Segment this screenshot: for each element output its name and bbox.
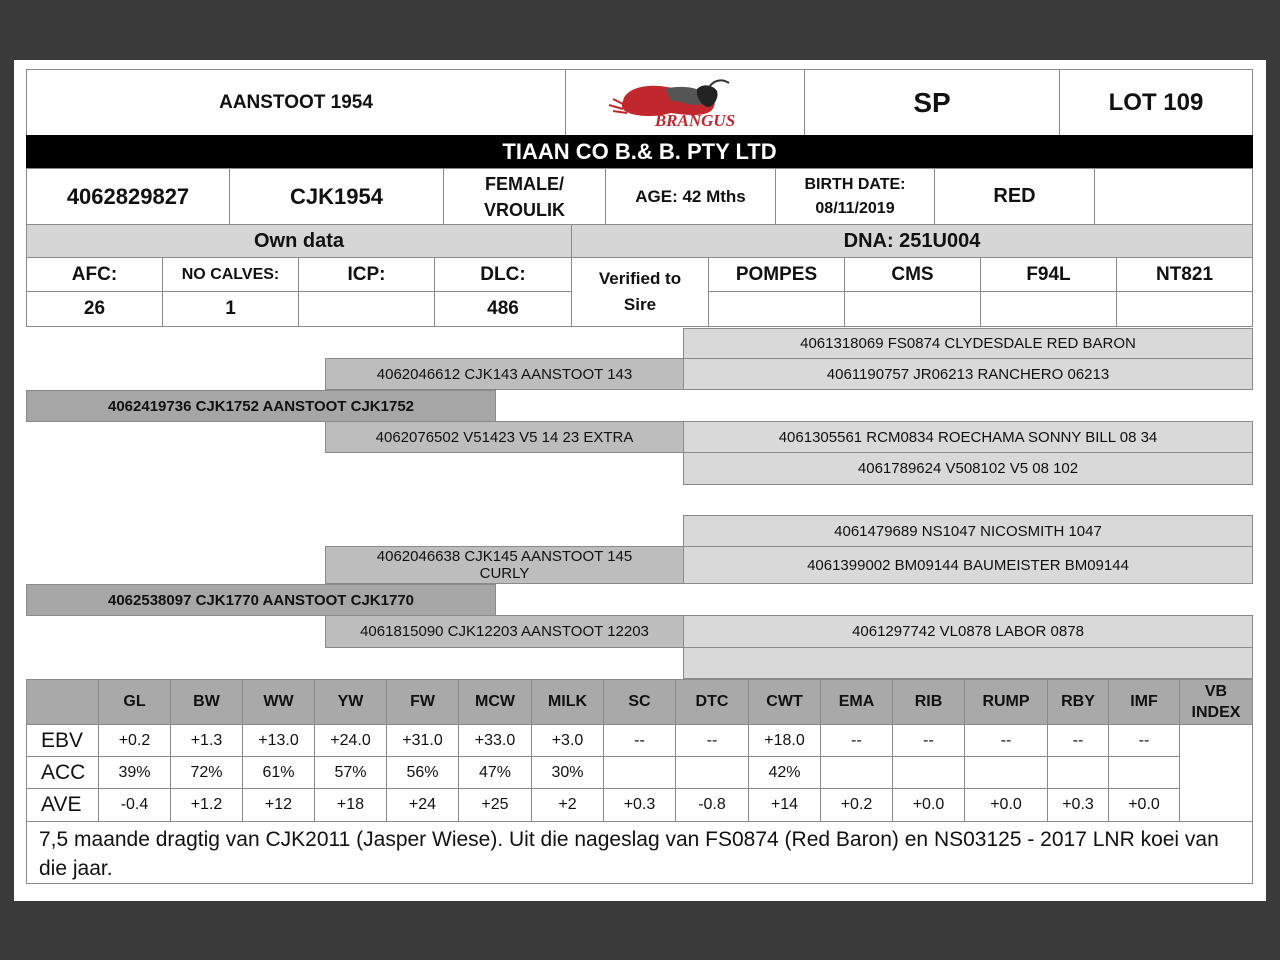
lot-code: SP	[804, 69, 1060, 136]
ebv-cell: --	[1047, 724, 1109, 757]
ebv-header-ww: WW	[242, 679, 315, 725]
ave-cell: +18	[314, 788, 387, 822]
ebv-header-dtc: DTC	[675, 679, 749, 725]
acc-cell	[603, 756, 676, 789]
own-data-title: Own data	[26, 224, 572, 258]
pedigree-sds: 4061305561 RCM0834 ROECHAMA SONNY BILL 08 34	[683, 421, 1253, 453]
row-label-ave: AVE	[26, 788, 99, 822]
empty-info-cell	[1094, 168, 1253, 225]
ebv-cell: --	[820, 724, 893, 757]
dna-title: DNA: 251U004	[571, 224, 1253, 258]
ebv-header-cwt: CWT	[748, 679, 821, 725]
marker-pompes: POMPES	[708, 257, 845, 292]
pedigree-dam-dam: 4061815090 CJK12203 AANSTOOT 12203	[325, 615, 684, 648]
ebv-header-milk: MILK	[531, 679, 604, 725]
acc-cell: 30%	[531, 756, 604, 789]
marker-nt821: NT821	[1116, 257, 1253, 292]
ebv-cell: --	[675, 724, 749, 757]
acc-cell	[1047, 756, 1109, 789]
acc-cell	[675, 756, 749, 789]
acc-cell	[1108, 756, 1180, 789]
pedigree-sdd: 4061789624 V508102 V5 08 102	[683, 452, 1253, 485]
ave-cell: +0.0	[1108, 788, 1180, 822]
lot-card	[14, 60, 1266, 901]
acc-cell: 72%	[170, 756, 243, 789]
acc-cell	[964, 756, 1048, 789]
logo-wordmark: BRANGUS	[654, 110, 736, 130]
ebv-cell: +0.2	[98, 724, 171, 757]
verified-line-2: Sire	[623, 295, 657, 314]
pedigree-sss: 4061318069 FS0874 CLYDESDALE RED BARON	[683, 328, 1253, 359]
row-label-acc: ACC	[26, 756, 99, 789]
ebv-cell: +31.0	[386, 724, 459, 757]
animal-tag: CJK1954	[229, 168, 444, 225]
animal-id: 4062829827	[26, 168, 230, 225]
ebv-cell: --	[964, 724, 1048, 757]
acc-cell: 47%	[458, 756, 532, 789]
ebv-header-rby: RBY	[1047, 679, 1109, 725]
marker-cms: CMS	[844, 257, 981, 292]
ave-cell: +0.3	[1047, 788, 1109, 822]
birth-date-label: BIRTH DATE:	[804, 175, 906, 193]
ebv-header-imf: IMF	[1108, 679, 1180, 725]
afc-label: AFC:	[26, 257, 163, 292]
pedigree-dam-sire	[325, 546, 684, 584]
pedigree-ddd	[683, 647, 1253, 679]
ebv-cell: --	[1108, 724, 1180, 757]
ave-cell: +24	[386, 788, 459, 822]
acc-cell	[820, 756, 893, 789]
acc-cell: 56%	[386, 756, 459, 789]
acc-cell	[892, 756, 965, 789]
ebv-header-gl: GL	[98, 679, 171, 725]
ave-cell: +12	[242, 788, 315, 822]
verified-to-sire	[571, 257, 709, 327]
ave-cell: +0.2	[820, 788, 893, 822]
animal-sex	[443, 168, 606, 225]
comment-text: 7,5 maande dragtig van CJK2011 (Jasper Wiese). Uit die nageslag van FS0874 (Red Baron) en NS03125 - 2017 LNR koei van die jaar.	[26, 821, 1253, 884]
ebv-cell: --	[892, 724, 965, 757]
ebv-cell: +18.0	[748, 724, 821, 757]
marker-f94l: F94L	[980, 257, 1117, 292]
acc-cell: 61%	[242, 756, 315, 789]
vb-index-value	[1179, 724, 1253, 822]
ebv-cell: +1.3	[170, 724, 243, 757]
no-calves-label: NO CALVES:	[162, 257, 299, 292]
pedigree-dsd: 4061399002 BM09144 BAUMEISTER BM09144	[683, 546, 1253, 584]
pedigree-ssd: 4061190757 JR06213 RANCHERO 06213	[683, 358, 1253, 390]
ave-cell: -0.8	[675, 788, 749, 822]
acc-cell: 39%	[98, 756, 171, 789]
ebv-cell: --	[603, 724, 676, 757]
sex-line-1: FEMALE/	[485, 173, 564, 194]
afc-value: 26	[26, 291, 163, 327]
breeder-name: TIAAN CO B.& B. PTY LTD	[26, 135, 1253, 169]
animal-age: AGE: 42 Mths	[605, 168, 776, 225]
pedigree-dss: 4061479689 NS1047 NICOSMITH 1047	[683, 515, 1253, 547]
pedigree-sire-sire: 4062046612 CJK143 AANSTOOT 143	[325, 358, 684, 390]
animal-name: AANSTOOT 1954	[26, 69, 566, 136]
ebv-cell: +13.0	[242, 724, 315, 757]
sex-line-2: VROULIK	[484, 199, 565, 220]
bull-logo-icon	[605, 75, 765, 131]
dlc-value: 486	[434, 291, 572, 327]
birth-date: 08/11/2019	[815, 199, 895, 217]
ebv-corner	[26, 679, 99, 725]
brangus-logo	[565, 69, 805, 136]
marker-value	[1116, 291, 1253, 327]
ave-cell: +14	[748, 788, 821, 822]
ebv-header-sc: SC	[603, 679, 676, 725]
ave-cell: +1.2	[170, 788, 243, 822]
marker-value	[844, 291, 981, 327]
ebv-cell: +33.0	[458, 724, 532, 757]
lot-number: LOT 109	[1059, 69, 1253, 136]
acc-cell: 57%	[314, 756, 387, 789]
index-line-1: VB	[1204, 683, 1228, 700]
dlc-label: DLC:	[434, 257, 572, 292]
ebv-header-bw: BW	[170, 679, 243, 725]
birth-date-cell	[775, 168, 935, 225]
ebv-header-rib: RIB	[892, 679, 965, 725]
pedigree-sire-dam: 4062076502 V51423 V5 14 23 EXTRA	[325, 421, 684, 453]
icp-value	[298, 291, 435, 327]
icp-label: ICP:	[298, 257, 435, 292]
ebv-header-mcw: MCW	[458, 679, 532, 725]
ave-cell: +25	[458, 788, 532, 822]
no-calves-value: 1	[162, 291, 299, 327]
ebv-header-yw: YW	[314, 679, 387, 725]
ebv-header-fw: FW	[386, 679, 459, 725]
dam-sire-line-2: CURLY	[479, 565, 530, 582]
ebv-cell: +24.0	[314, 724, 387, 757]
ebv-cell: +3.0	[531, 724, 604, 757]
ebv-header-index	[1179, 679, 1253, 725]
ave-cell: +0.0	[892, 788, 965, 822]
pedigree-dds: 4061297742 VL0878 LABOR 0878	[683, 615, 1253, 648]
marker-value	[708, 291, 845, 327]
pedigree-dam: 4062538097 CJK1770 AANSTOOT CJK1770	[26, 584, 496, 616]
ave-cell: -0.4	[98, 788, 171, 822]
verified-line-1: Verified to	[598, 269, 682, 288]
marker-value	[980, 291, 1117, 327]
ave-cell: +2	[531, 788, 604, 822]
animal-colour: RED	[934, 168, 1095, 225]
ebv-header-rump: RUMP	[964, 679, 1048, 725]
ave-cell: +0.3	[603, 788, 676, 822]
pedigree-sire: 4062419736 CJK1752 AANSTOOT CJK1752	[26, 390, 496, 422]
row-label-ebv: EBV	[26, 724, 99, 757]
index-line-2: INDEX	[1191, 704, 1241, 721]
acc-cell: 42%	[748, 756, 821, 789]
ave-cell: +0.0	[964, 788, 1048, 822]
ebv-header-ema: EMA	[820, 679, 893, 725]
dam-sire-line-1: 4062046638 CJK145 AANSTOOT 145	[376, 548, 633, 565]
